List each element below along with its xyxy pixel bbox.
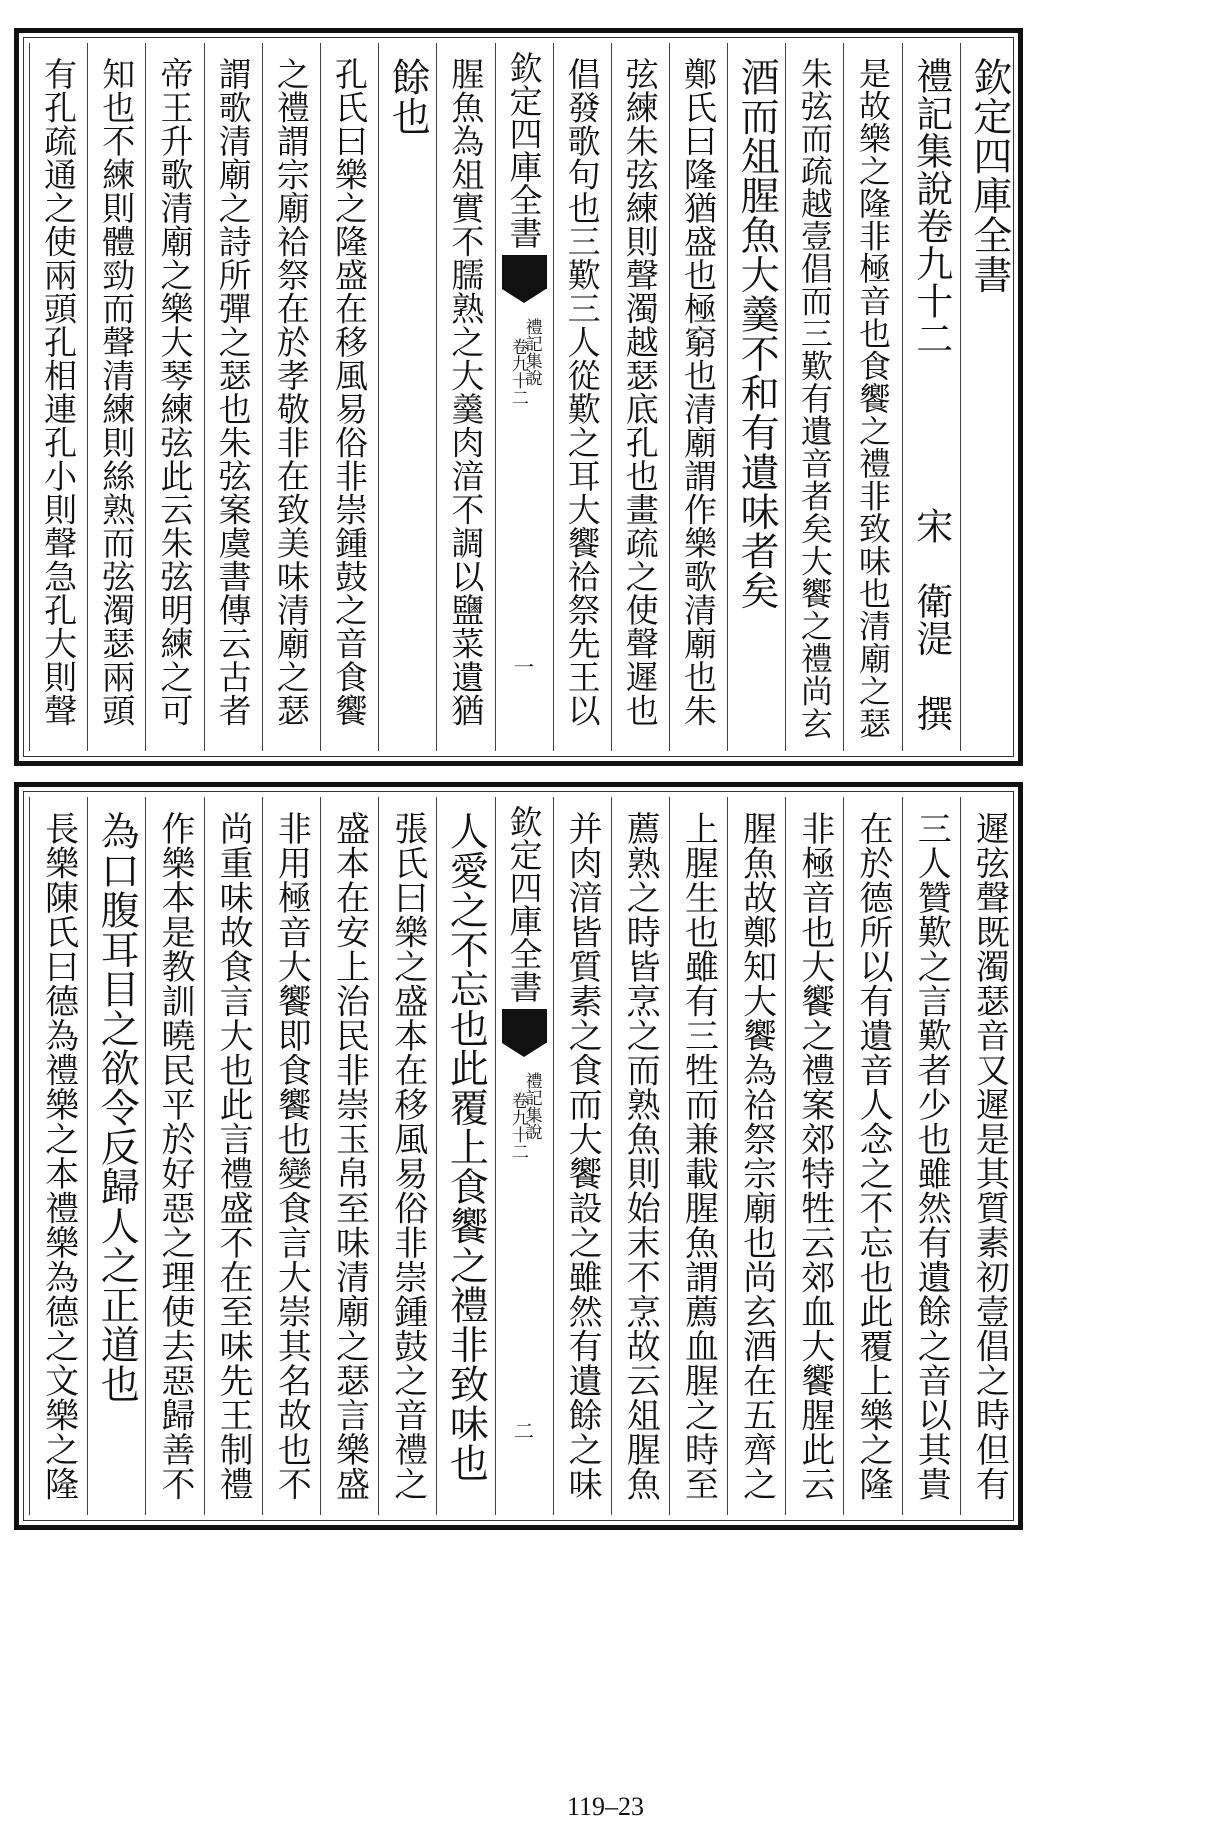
- column-text: 盛本在安上治民非崇玉帛至味清廟之瑟言樂盛: [329, 811, 370, 1501]
- center-page-number: 一: [514, 655, 534, 679]
- text-column: [204, 797, 262, 1515]
- book-header: 欽定四庫全書: [966, 57, 1012, 294]
- text-column: [669, 797, 727, 1515]
- column-text: 孔氏曰樂之隆盛在移風易俗非崇鍾鼓之音食饗: [330, 57, 370, 727]
- lower-page: [14, 782, 1023, 1530]
- column-text: 謂歌清廟之詩所彈之瑟也朱弦案虞書傳云古者: [213, 57, 253, 727]
- column-text: 有孔疏通之使兩頭孔相連孔小則聲急孔大則聲: [39, 57, 79, 727]
- column-text: 上腥生也雖有三牲而兼載腥魚謂薦血腥之時至: [678, 811, 719, 1501]
- column-text: 之禮謂宗廟祫祭在於孝敬非在致美味清廟之瑟: [271, 57, 311, 727]
- center-title: 欽定四庫全書: [504, 805, 544, 1003]
- column-text: 在於德所以有遺音人念之不忘也此覆上樂之隆: [853, 811, 894, 1501]
- text-column: [785, 43, 843, 751]
- column-text: 張氏曰樂之盛本在移風易俗非崇鍾鼓之音禮之: [387, 811, 428, 1501]
- text-column: [902, 797, 960, 1515]
- column-text: 人愛之不忘也此覆上食饗之禮非致味也: [443, 811, 489, 1483]
- center-fold-column: [495, 797, 553, 1515]
- upper-page: [14, 28, 1023, 766]
- text-column: [320, 797, 378, 1515]
- column-text: 倡發歌句也三歎三人從歎之耳大饗祫祭先王以: [562, 57, 602, 727]
- center-book-name: 禮記集說: [521, 1072, 542, 1140]
- text-column: [378, 797, 436, 1515]
- column-text: 朱弦而疏越壹倡而三歎有遺音者矣大饗之禮尚玄: [795, 57, 834, 740]
- text-column: [29, 43, 87, 751]
- text-column: [87, 797, 145, 1515]
- column-text: 非用極音大饗即食饗也變食言大崇其名故也不: [271, 811, 312, 1501]
- column-text: 尚重味故食言大也此言禮盛不在至味先王制禮: [213, 811, 254, 1501]
- center-title: 欽定四庫全書: [504, 51, 544, 249]
- text-column: [262, 43, 320, 751]
- text-column: [320, 43, 378, 751]
- center-book-info: [496, 1072, 553, 1272]
- text-column: [29, 797, 87, 1515]
- column-text: 非極音也大饗之禮案郊特牲云郊血大饗腥此云: [794, 811, 835, 1501]
- text-column: [843, 43, 901, 751]
- column-text: 并肉湆皆質素之食而大饗設之雖然有遺餘之味: [562, 811, 603, 1501]
- column-text: 作樂本是教訓曉民平於好惡之理使去惡歸善不: [154, 811, 195, 1501]
- text-column: [378, 43, 436, 751]
- text-column: [553, 797, 611, 1515]
- text-column: [436, 43, 494, 751]
- text-column: [145, 797, 203, 1515]
- text-column: [87, 43, 145, 751]
- center-page-number: 二: [514, 1419, 534, 1443]
- text-column: [960, 43, 1018, 751]
- column-text: 餘也: [385, 57, 431, 136]
- text-column: [145, 43, 203, 751]
- text-column: [553, 43, 611, 751]
- column-text: 遲弦聲既濁瑟音又遲是其質素初壹倡之時但有: [969, 811, 1010, 1501]
- column-text: 薦熟之時皆烹之而熟魚則始末不烹故云俎腥魚: [620, 811, 661, 1501]
- column-text: 為口腹耳目之欲令反歸人之正道也: [94, 811, 140, 1404]
- center-volume: 卷九十二: [507, 1092, 528, 1160]
- column-text: 知也不練則體勁而聲清練則絲熟而弦濁瑟兩頭: [97, 57, 137, 727]
- fishtail-mark: [502, 1009, 547, 1043]
- text-column: [611, 43, 669, 751]
- column-text: 禮記集說卷九十二 宋 衛湜 撰: [909, 57, 953, 732]
- text-column: [669, 43, 727, 751]
- text-column: [611, 797, 669, 1515]
- column-text: 弦練朱弦練則聲濁越瑟底孔也畫疏之使聲遲也: [620, 57, 660, 727]
- text-column: [262, 797, 320, 1515]
- column-text: 長樂陳氏曰德為禮樂之本禮樂為德之文樂之隆: [38, 811, 79, 1501]
- column-text: 帝王升歌清廟之樂大琴練弦此云朱弦明練之可: [155, 57, 195, 727]
- text-column: [785, 797, 843, 1515]
- center-book-info: [496, 318, 553, 518]
- text-column: [204, 43, 262, 751]
- column-text: 酒而俎腥魚大羹不和有遺味者矣: [734, 57, 780, 610]
- column-text: 三人贊歎之言歎者少也雖然有遺餘之音以其貴: [911, 811, 952, 1501]
- text-column: [960, 797, 1018, 1515]
- column-text: 腥魚故鄭知大饗為祫祭宗廟也尚玄酒在五齊之: [736, 811, 777, 1501]
- center-book-name: 禮記集說: [521, 318, 542, 386]
- page-footer-number: 119–23: [566, 1792, 645, 1821]
- center-volume: 卷九十二: [507, 338, 528, 406]
- center-fold-column: [495, 43, 553, 751]
- text-column: [727, 797, 785, 1515]
- column-text: 腥魚為俎實不臑熟之大羹肉湆不調以鹽菜遺猶: [446, 57, 486, 727]
- column-text: 是故樂之隆非極音也食饗之禮非致味也清廟之瑟: [854, 57, 893, 740]
- text-column: [843, 797, 901, 1515]
- text-column: [727, 43, 785, 751]
- text-column: [436, 797, 494, 1515]
- text-column: [902, 43, 960, 751]
- column-text: 鄭氏曰隆猶盛也極窮也清廟謂作樂歌清廟也朱: [678, 57, 718, 727]
- fishtail-mark: [502, 255, 547, 289]
